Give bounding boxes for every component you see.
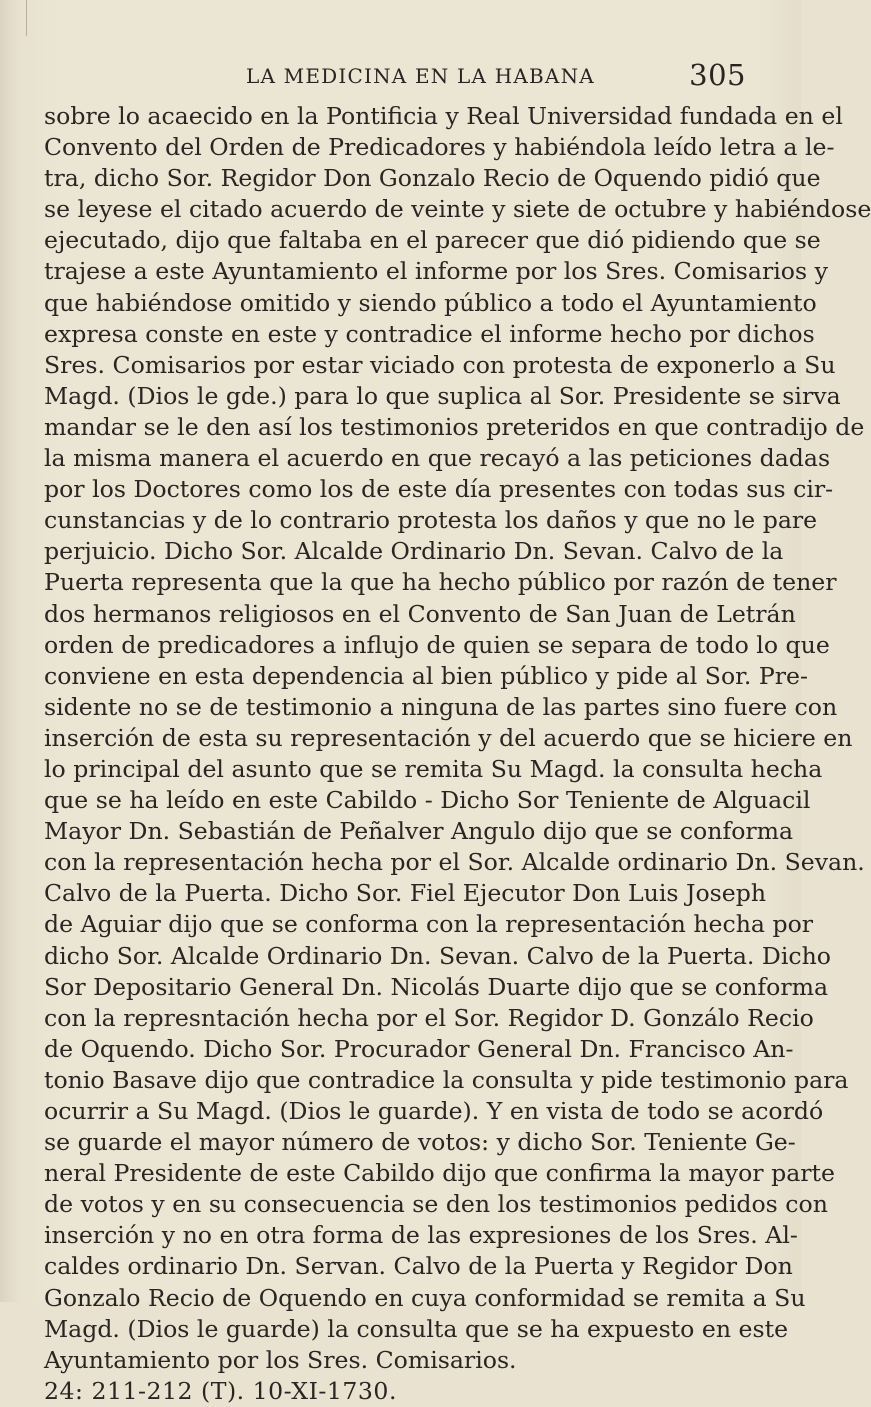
text-line: trajese a este Ayuntamiento el informe por los Sres. Comisarios y <box>44 257 828 286</box>
text-line: la misma manera el acuerdo en que recayó a las peticiones dadas <box>44 444 831 473</box>
text-line: con la represntación hecha por el Sor. Regidor D. Gonzálo Recio <box>44 1003 814 1032</box>
text-line: cunstancias y de lo contrario protesta los daños y que no le pare <box>44 506 818 535</box>
text-line: de votos y en su consecuencia se den los testimonios pedidos con <box>44 1190 828 1219</box>
text-line: expresa conste en este y contradice el informe hecho por dichos <box>44 319 815 348</box>
text-line: de Aguiar dijo que se conforma con la representación hecha por <box>44 910 814 939</box>
running-title: LA MEDICINA EN LA HABANA <box>246 64 595 88</box>
text-line: se leyese el citado acuerdo de veinte y siete de octubre y habiéndose <box>44 195 871 224</box>
text-line: lo principal del asunto que se remita Su Magd. la consulta hecha <box>44 754 823 783</box>
text-line: mandar se le den así los testimonios preteridos en que contradijo de <box>44 412 865 441</box>
text-line: se guarde el mayor número de votos: y dicho Sor. Teniente Ge- <box>44 1128 796 1157</box>
text-line: Calvo de la Puerta. Dicho Sor. Fiel Ejecutor Don Luis Joseph <box>44 879 767 908</box>
text-line: Sor Depositario General Dn. Nicolás Duarte dijo que se conforma <box>44 972 829 1001</box>
text-line: perjuicio. Dicho Sor. Alcalde Ordinario Dn. Sevan. Calvo de la <box>44 537 784 566</box>
text-line: Puerta representa que la que ha hecho público por razón de tener <box>44 568 837 597</box>
text-line: dicho Sor. Alcalde Ordinario Dn. Sevan. Calvo de la Puerta. Dicho <box>44 941 831 970</box>
text-line: de Oquendo. Dicho Sor. Procurador General Dn. Francisco An- <box>44 1034 794 1063</box>
text-line: por los Doctores como los de este día presentes con todas sus cir- <box>44 475 834 504</box>
text-line: ocurrir a Su Magd. (Dios le guarde). Y en vista de todo se acordó <box>44 1097 824 1125</box>
text-line: conviene en esta dependencia al bien público y pide al Sor. Pre- <box>44 661 808 690</box>
text-line: sobre lo acaecido en la Pontificia y Real Universidad fundada en el <box>44 102 843 130</box>
text-line: Gonzalo Recio de Oquendo en cuya conformidad se remita a Su <box>44 1283 806 1312</box>
text-line: orden de predicadores a influjo de quien se separa de todo lo que <box>44 630 830 659</box>
body-text <box>44 101 871 1407</box>
text-line: Magd. (Dios le guarde) la consulta que se ha expuesto en este <box>44 1314 789 1343</box>
text-line: Magd. (Dios le gde.) para lo que suplica al Sor. Presidente se sirva <box>44 381 841 410</box>
text-line: que se ha leído en este Cabildo - Dicho Sor Teniente de Alguacil <box>44 786 811 815</box>
text-line: tonio Basave dijo que contradice la consulta y pide testimonio para <box>44 1065 849 1094</box>
text-line: Ayuntamiento por los Sres. Comisarios. <box>44 1345 517 1374</box>
text-line: con la representación hecha por el Sor. Alcalde ordinario Dn. Sevan. <box>44 848 865 877</box>
source-citation: 24: 211-212 (T). 10-XI-1730. <box>44 1376 397 1405</box>
text-line: Convento del Orden de Predicadores y habiéndola leído letra a le- <box>44 133 835 162</box>
text-line: Mayor Dn. Sebastián de Peñalver Angulo dijo que se conforma <box>44 817 794 846</box>
text-line: que habiéndose omitido y siendo público a todo el Ayuntamiento <box>44 288 817 317</box>
text-line: tra, dicho Sor. Regidor Don Gonzalo Recio de Oquendo pidió que <box>44 164 821 193</box>
text-line: ejecutado, dijo que faltaba en el parecer que dió pidiendo que se <box>44 226 821 255</box>
text-line: neral Presidente de este Cabildo dijo que confirma la mayor parte <box>44 1159 835 1188</box>
text-line: dos hermanos religiosos en el Convento de San Juan de Letrán <box>44 599 796 628</box>
text-line: inserción y no en otra forma de las expresiones de los Sres. Al- <box>44 1221 798 1250</box>
text-line: sidente no se de testimonio a ninguna de las partes sino fuere con <box>44 692 838 721</box>
page-header <box>246 58 746 94</box>
text-line: caldes ordinario Dn. Servan. Calvo de la Puerta y Regidor Don <box>44 1252 793 1281</box>
text-line: Sres. Comisarios por estar viciado con protesta de exponerlo a Su <box>44 350 836 379</box>
page-number: 305 <box>689 58 746 92</box>
page-edge-mark <box>0 0 27 36</box>
text-line: inserción de esta su representación y del acuerdo que se hiciere en <box>44 723 853 752</box>
